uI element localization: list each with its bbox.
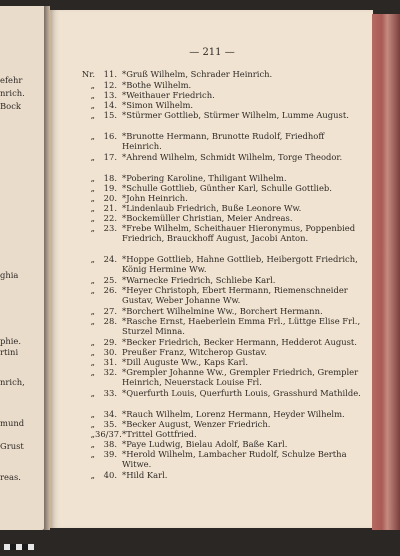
entry-label: „	[90, 254, 95, 264]
entry-names: *Herold Wilhelm, Lambacher Rudolf, Schulze Bertha Witwe.	[122, 449, 347, 469]
entry-number: 26.	[103, 285, 117, 295]
left-page-fragment: efehr	[0, 76, 23, 85]
entry-label: „	[90, 337, 95, 347]
entry-number: 11.	[103, 69, 117, 79]
entry-names: *Bockemüller Christian, Meier Andreas.	[122, 213, 293, 223]
entry-names: *Lindenlaub Friedrich, Buße Leonore Ww.	[122, 203, 302, 213]
entry-names: *Borchert Wilhelmine Ww., Borchert Hermann.	[122, 306, 323, 316]
entry-names: *Pobering Karoline, Thiligant Wilhelm.	[122, 173, 287, 183]
left-page-fragment: phie.	[0, 337, 22, 346]
entry-label: „	[90, 110, 95, 120]
entry-label: „	[90, 203, 95, 213]
entry-number: 24.	[103, 254, 117, 264]
entry-number: 27.	[103, 306, 117, 316]
entry-names: Preußer Franz, Witcherop Gustav.	[122, 347, 267, 357]
entry-names: *Rasche Ernst, Haeberlein Emma Frl., Lüttge Elise Frl., Sturzel Minna.	[122, 316, 361, 336]
entry-number: 33.	[103, 388, 117, 398]
entry-number: 18.	[103, 173, 117, 183]
entry-label: „	[90, 347, 95, 357]
entry-names: *Becker Friedrich, Becker Hermann, Hedderot August.	[122, 337, 357, 347]
entry-names: *Grempler Johanne Ww., Grempler Friedrich, Grempler Heinrich, Neuerstack Louise Frl.	[122, 367, 359, 387]
left-page-fragment: reas.	[0, 473, 21, 482]
entry-number: 19.	[103, 183, 117, 193]
entry-number: 17.	[103, 152, 117, 162]
entry-label: „	[90, 193, 95, 203]
left-page-fragment: mund	[0, 419, 25, 428]
entry-label: „	[90, 449, 95, 459]
entry-number: 22.	[103, 213, 117, 223]
entry-names: *Querfurth Louis, Querfurth Louis, Grasshurd Mathilde.	[122, 388, 361, 398]
entry-label: „	[90, 213, 95, 223]
entry-names: *Ahrend Wilhelm, Schmidt Wilhelm, Torge Theodor.	[122, 152, 343, 162]
book-page	[50, 10, 373, 528]
entry-label: „	[90, 367, 95, 377]
entry-names: *Hoppe Gottlieb, Hahne Gottlieb, Heibergott Friedrich, König Hermine Ww.	[122, 254, 358, 274]
entry-names: *Brunotte Hermann, Brunotte Rudolf, Friedhoff Heinrich.	[122, 131, 325, 151]
entry-number: 32.	[103, 367, 117, 377]
entry-names: *Heyer Christoph, Ebert Hermann, Riemenschneider Gustav, Weber Johanne Ww.	[122, 285, 348, 305]
left-page-fragment: Bock	[0, 102, 21, 111]
entry-label: „	[90, 183, 95, 193]
entry-names: *Trittel Gottfried.	[122, 429, 197, 439]
entry-names: *Dill Auguste Ww., Kaps Karl.	[122, 357, 249, 367]
entry-label: „	[90, 90, 95, 100]
entry-number: 15.	[103, 110, 117, 120]
entry-names: *Paye Ludwig, Bielau Adolf, Baße Karl.	[122, 439, 288, 449]
entry-label: „	[90, 388, 95, 398]
entry-number: 14.	[103, 100, 117, 110]
entry-names: *Weithauer Friedrich.	[122, 90, 215, 100]
entry-label: „	[90, 316, 95, 326]
left-page-fragment: ghia	[0, 271, 19, 280]
entry-label: Nr.	[81, 69, 95, 79]
page-number: — 211 —	[189, 47, 235, 58]
entry-label: „	[90, 152, 95, 162]
entry-number: 16.	[103, 131, 117, 141]
entry-number: 35.	[103, 419, 117, 429]
entry-number: 20.	[103, 193, 117, 203]
entry-names: *Simon Wilhelm.	[122, 100, 194, 110]
left-page-fragment: nrich.	[0, 89, 25, 98]
left-page-fragment: rtini	[0, 348, 19, 357]
entry-label: „	[90, 275, 95, 285]
entry-label: „	[90, 223, 95, 233]
entry-number: 21.	[103, 203, 117, 213]
entry-label: „	[90, 409, 95, 419]
entry-label: „	[90, 419, 95, 429]
entry-number: 38.	[103, 439, 117, 449]
entry-label: „	[90, 131, 95, 141]
entry-names: *Becker August, Wenzer Friedrich.	[122, 419, 271, 429]
entry-names: *Frebe Wilhelm, Scheithauer Hieronymus, Poppenbied Friedrich, Brauckhoff August, Jacobi Anton.	[122, 223, 356, 243]
left-page	[0, 6, 45, 530]
entry-names: *Bothe Wilhelm.	[122, 80, 192, 90]
entry-number: 30.	[103, 347, 117, 357]
entry-number: 13.	[103, 90, 117, 100]
entry-label: „	[90, 470, 95, 480]
entry-number: 28.	[103, 316, 117, 326]
entry-label: „	[90, 306, 95, 316]
entry-number: 25.	[103, 275, 117, 285]
book-edge	[372, 14, 400, 530]
entry-number: 23.	[103, 223, 117, 233]
entry-names: *Stürmer Gottlieb, Stürmer Wilhelm, Lumme August.	[122, 110, 349, 120]
entry-names: *Rauch Wilhelm, Lorenz Hermann, Heyder Wilhelm.	[122, 409, 345, 419]
entry-label: „	[90, 439, 95, 449]
entry-label: „	[90, 173, 95, 183]
entry-names: *Schulle Gottlieb, Günther Karl, Schulle Gottlieb.	[122, 183, 332, 193]
scan-footer	[0, 540, 400, 556]
entry-label: „	[90, 100, 95, 110]
entry-names: *John Heinrich.	[122, 193, 188, 203]
entry-number: 34.	[103, 409, 117, 419]
left-page-fragment: nrich,	[0, 378, 25, 387]
entry-label: „	[90, 80, 95, 90]
entry-number: 40.	[103, 470, 117, 480]
entry-number: 29.	[103, 337, 117, 347]
entry-number: 36/37.	[95, 429, 122, 439]
color-scale-bar	[4, 544, 34, 550]
entry-number: 39.	[103, 449, 117, 459]
entry-number: 31.	[103, 357, 117, 367]
entry-names: *Warnecke Friedrich, Schliebe Karl.	[122, 275, 276, 285]
entry-names: *Gruß Wilhelm, Schrader Heinrich.	[122, 69, 273, 79]
entry-label: „	[90, 357, 95, 367]
entry-names: *Hild Karl.	[122, 470, 168, 480]
entry-label: „	[90, 429, 95, 439]
entry-number: 12.	[103, 80, 117, 90]
entry-label: „	[90, 285, 95, 295]
left-page-fragment: Grust	[0, 442, 24, 451]
